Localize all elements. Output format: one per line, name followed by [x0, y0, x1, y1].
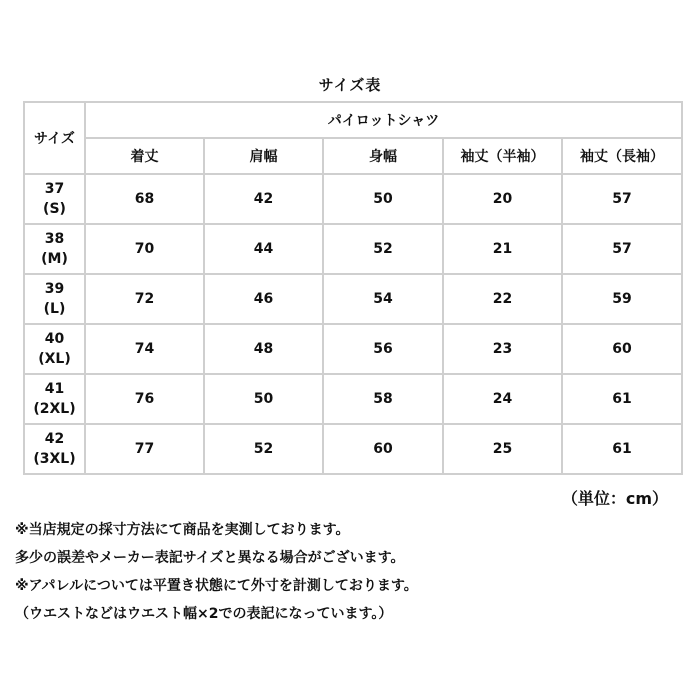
table-cell: 52: [323, 224, 443, 274]
column-header-shoulder: 肩幅: [204, 138, 323, 174]
table-cell: 52: [204, 424, 323, 474]
table-cell: 61: [562, 424, 682, 474]
table-cell: 68: [85, 174, 204, 224]
table-cell: 56: [323, 324, 443, 374]
size-label: 38 (M): [24, 224, 85, 274]
table-cell: 61: [562, 374, 682, 424]
table-cell: 23: [443, 324, 562, 374]
note-line: 多少の誤差やメーカー表記サイズと異なる場合がございます。: [15, 550, 405, 566]
table-cell: 60: [323, 424, 443, 474]
notes: [15, 516, 685, 628]
table-cell: 74: [85, 324, 204, 374]
table-cell: 54: [323, 274, 443, 324]
size-label: 42 (3XL): [24, 424, 85, 474]
table-cell: 70: [85, 224, 204, 274]
note-line: （ウエストなどはウエスト幅×2での表記になっています。）: [15, 606, 393, 622]
table-cell: 58: [323, 374, 443, 424]
column-header-sleeve-short: 袖丈（半袖）: [443, 138, 562, 174]
table-cell: 50: [323, 174, 443, 224]
unit-label: （単位：cm）: [561, 489, 668, 508]
table-row: [24, 424, 682, 474]
size-label: 40 (XL): [24, 324, 85, 374]
table-cell: 44: [204, 224, 323, 274]
table-cell: 72: [85, 274, 204, 324]
table-cell: 50: [204, 374, 323, 424]
column-header-sleeve-long: 袖丈（長袖）: [562, 138, 682, 174]
table-row: [24, 374, 682, 424]
table-cell: 20: [443, 174, 562, 224]
table-row: [24, 274, 682, 324]
table-cell: 22: [443, 274, 562, 324]
size-label: 37 (S): [24, 174, 85, 224]
table-row: [24, 174, 682, 224]
table-row: [24, 324, 682, 374]
table-cell: 57: [562, 174, 682, 224]
size-label: 41 (2XL): [24, 374, 85, 424]
note-line: ※アパレルについては平置き状態にて外寸を計測しております。: [15, 578, 418, 594]
table-cell: 25: [443, 424, 562, 474]
table-cell: 76: [85, 374, 204, 424]
size-table: [23, 101, 683, 475]
table-cell: 21: [443, 224, 562, 274]
size-column-header: サイズ: [24, 102, 85, 174]
table-cell: 48: [204, 324, 323, 374]
table-row: [24, 224, 682, 274]
table-cell: 57: [562, 224, 682, 274]
table-cell: 60: [562, 324, 682, 374]
table-cell: 42: [204, 174, 323, 224]
table-cell: 59: [562, 274, 682, 324]
column-header-length: 着丈: [85, 138, 204, 174]
column-header-chest: 身幅: [323, 138, 443, 174]
note-line: ※当店規定の採寸方法にて商品を実測しております。: [15, 522, 350, 538]
table-cell: 46: [204, 274, 323, 324]
product-group-header: パイロットシャツ: [85, 102, 682, 138]
size-label: 39 (L): [24, 274, 85, 324]
table-cell: 24: [443, 374, 562, 424]
table-cell: 77: [85, 424, 204, 474]
page-title: サイズ表: [318, 76, 382, 94]
